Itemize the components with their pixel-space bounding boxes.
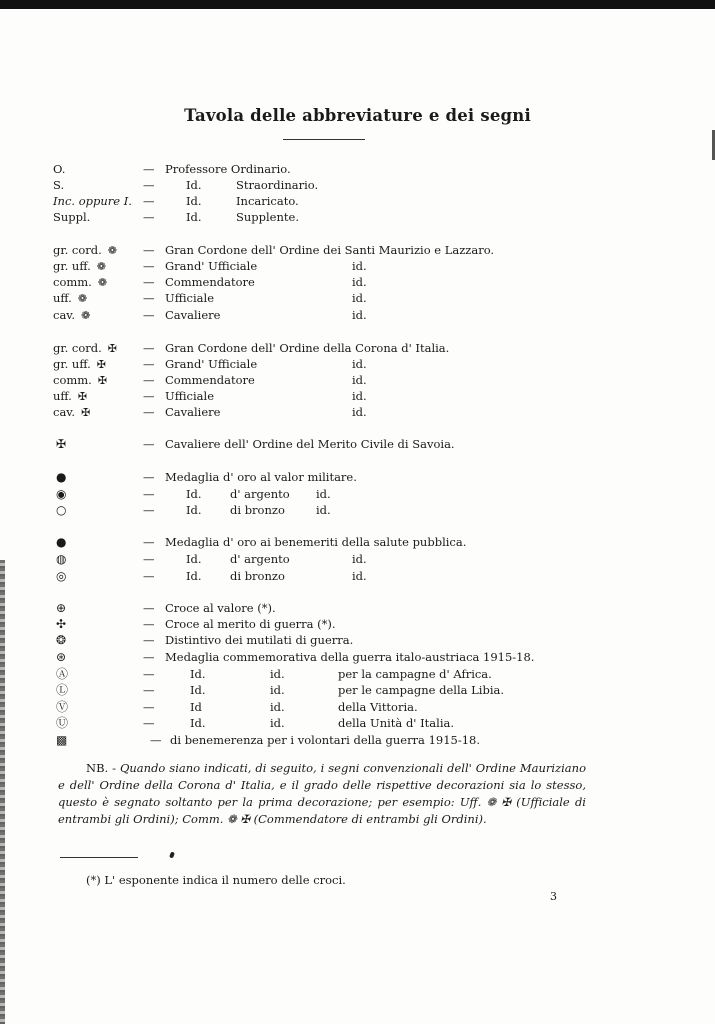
footnote-rule	[60, 857, 138, 858]
valor-cross-icon: ⊕	[56, 601, 67, 615]
mauriziano-cross-icon: ❁	[96, 260, 106, 273]
page-title: Tavola delle abbreviature e dei segni	[184, 106, 531, 125]
page-number: 3	[550, 890, 557, 903]
unity-medal-icon: Ⓤ	[56, 716, 69, 730]
bronze-medal-icon: ◎	[56, 569, 67, 583]
commemorative-medal-icon: ⊛	[56, 650, 67, 664]
crown-order-cross-icon: ✠	[107, 342, 118, 355]
silver-medal-icon: ◉	[56, 487, 67, 501]
silver-medal-icon: ◍	[56, 552, 67, 566]
crown-order-cross-icon: ✠	[81, 406, 91, 419]
title-rule	[283, 139, 365, 140]
footnote: (*) L' esponente indica il numero delle croci.	[86, 873, 346, 887]
mutilated-badge-icon: ❂	[56, 633, 67, 647]
victory-medal-icon: Ⓥ	[56, 700, 69, 714]
crown-order-cross-icon: ✠	[97, 374, 108, 387]
ink-blot	[169, 851, 175, 858]
mauriziano-cross-icon: ❁	[77, 292, 88, 305]
mauriziano-cross-icon: ❁	[97, 276, 108, 289]
nb-note: NB. - Quando siano indicati, di seguito, i segni convenzionali dell' Ordine Mauriziano e dell' Ordine della Corona d' Italia, e il grado delle rispettive decorazioni sia lo stesso, questo è segnato soltanto per la prima decorazione; per esempio: Uff. ❁ ✠ (Ufficiale di entrambi gli Ordini); Comm. ❁ ✠ (Commendatore di entrambi gli Ordini).	[58, 761, 586, 826]
civil-merit-cross-icon: ✠	[56, 437, 67, 451]
mauriziano-cross-icon: ❁	[81, 309, 91, 322]
bronze-medal-icon: ○	[56, 503, 67, 517]
volunteer-merit-icon: ▩	[56, 733, 68, 747]
scan-top-border	[0, 0, 715, 9]
gold-medal-icon: ●	[56, 470, 67, 484]
war-merit-cross-icon: ✣	[56, 617, 67, 631]
gold-medal-icon: ●	[56, 535, 67, 549]
crown-order-cross-icon: ✠	[77, 390, 88, 403]
scan-left-edge	[0, 560, 5, 1024]
crown-order-cross-icon: ✠	[96, 358, 106, 371]
libya-medal-icon: Ⓛ	[56, 683, 69, 697]
africa-medal-icon: Ⓐ	[56, 667, 69, 681]
mauriziano-cross-icon: ❁	[107, 244, 118, 257]
